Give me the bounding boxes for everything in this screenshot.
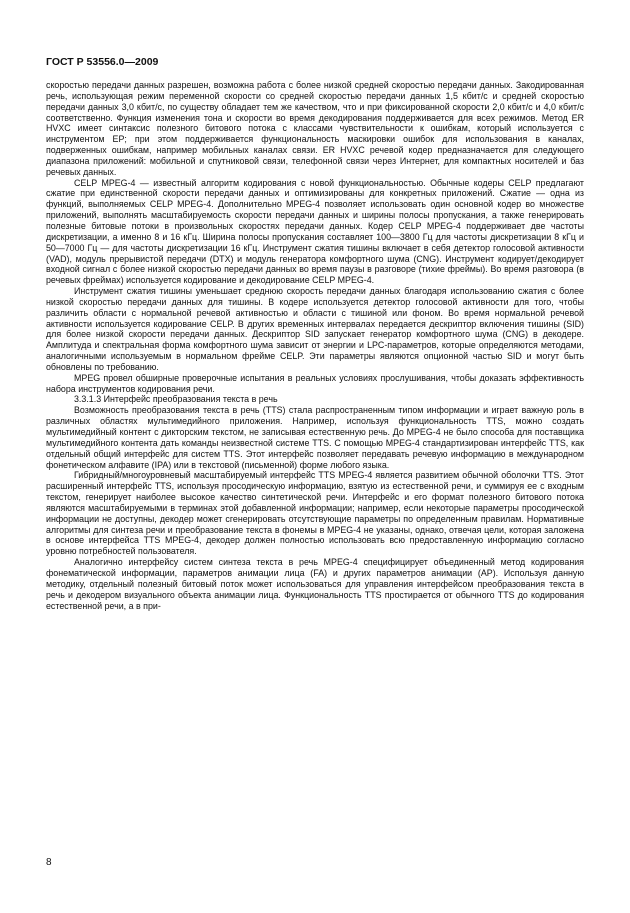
paragraph-hvxc-continued: скоростью передачи данных разрешен, возможна работа с более низкой средней скоростью передачи данных. Закодированная речь, использующая режим переменной скорости со средней скоростью передачи данных 1,5 кбит/с и средней скоростью передачи данных 3,0 кбит/с, по существу обладает тем же качеством, что и при фиксированной скорости 2,0 кбит/с и 4,0 кбит/с соответственно. Функция изменения тона и скорости во время декодирования поддерживается для всех режимов. Метод ER HVXC имеет синтаксис полезного битового потока с классами чувствительности к ошибкам, который используется с инструментом EP; при этом поддерживается функциональность маскировки ошибок для использования в каналах, подверженных ошибкам, например мобильных каналах связи. ER HVXC речевой кодер предназначается для следующего диапазона приложений: мобильной и спутниковой связи, телефонной связи через Интернет, для компактных носителей и баз речевых данных. (46, 80, 584, 177)
section-heading-tts: 3.3.1.3 Интерфейс преобразования текста в речь (74, 394, 278, 405)
paragraph-tts-intro: Возможность преобразования текста в речь (TTS) стала распространенным типом информации и играет важную роль в различных областях мультимедийного приложения. Например, используя функциональность TTS, можно создать мультимедийный контент с дикторским текстом, не записывая естественную речь. До MPEG-4 не было способа для поставщика мультимедийного контента дать команды неизвестной системе TTS. С помощью MPEG-4 стандартизирован интерфейс TTS, как отдельный общий интерфейс для систем TTS. Этот интерфейс позволяет передавать речевую информацию в международном фонетическом алфавите (IPA) или в текстовой (письменной) форме любого языка. (46, 405, 584, 470)
paragraph-verification-tests: MPEG провел обширные проверочные испытания в реальных условиях прослушивания, чтобы доказать эффективность набора инструментов кодирования речи. (46, 372, 584, 394)
paragraph-silence-compression: Инструмент сжатия тишины уменьшает среднюю скорость передачи данных благодаря использованию сжатия с более низкой скоростью передачи данных для тишины. В кодере используется детектор голосовой активности для того, чтобы различить области с нормальной речевой активностью и области с тишиной или фоном. Во время нормальной речевой активности используется кодирование CELP. В других временных интервалах передается дескриптор включения тишины (SID) для более низкой скорости передачи данных. Дескриптор SID запускает генератор комфортного шума (CNG) в декодере. Амплитуда и спектральная форма комфортного шума зависит от энергии и LPC-параметров, которые определяются методами, аналогичными используемым в нормальном фрейме CELP. Эти параметры являются опционной частью SID и могут быть обновлены по требованию. (46, 286, 584, 372)
paragraph-fa-ap-coding: Аналогично интерфейсу систем синтеза текста в речь MPEG-4 специфицирует объединенный метод кодирования фонематической информации, параметров анимации лица (FA) и других параметров анимации (AP). Используя данную методику, отдельный полезный битовый поток может использоваться для управления интерфейсом преобразования текста в речь и декодером визуального объекта анимации лица. Функциональность TTS простирается от обычного TTS до кодирования естественной речи, а в при- (46, 557, 584, 611)
body-text (46, 80, 584, 611)
paragraph-hybrid-tts: Гибридный/многоуровневый масштабируемый интерфейс TTS MPEG-4 является развитием обычной оболочки TTS. Этот расширенный интерфейс TTS, используя просодическую информацию, взятую из естественной речи, и суммируя ее с входным текстом, генерирует наиболее высокое качество синтетической речи. Интерфейс и его формат полезного битового потока являются масштабируемыми в терминах этой добавленной информации; например, если некоторые параметры просодической информации не доступны, декодер может сгенерировать отсутствующие параметры по определенным правилам. Нормативные алгоритмы для синтеза речи и преобразование текста в фонемы в MPEG-4 не указаны, однако, отвечая цели, которая заложена в основе интерфейса TTS MPEG-4, декодер должен полностью использовать всю предоставленную информацию согласно уровню потребностей пользователя. (46, 470, 584, 557)
page-number: 8 (46, 857, 52, 868)
standard-header: ГОСТ Р 53556.0—2009 (46, 56, 159, 68)
paragraph-celp: CELP MPEG-4 — известный алгоритм кодирования с новой функциональностью. Обычные кодеры CELP предлагают сжатие при единственной скорости передачи данных и оптимизированы для конкретных приложений. Сжатие — одна из функций, выполняемых CELP MPEG-4. Дополнительно MPEG-4 позволяет использовать один основной кодер во множестве приложений, выполнять масштабируемость скорости передачи данных и ширины полосы пропускания, а также генерировать полезные битовые потоки в произвольных скоростях передачи данных. Кодер CELP MPEG-4 поддерживает две частоты дискретизации, а именно 8 и 16 кГц. Ширина полосы пропускания составляет 100—3800 Гц для частоты дискретизации 8 кГц и 50—7000 Гц — для частоты дискретизации 16 кГц. Инструмент сжатия тишины включает в себя детектор голосовой активности (VAD), модуль прерывистой передачи (DTX) и модуль генератора комфортного шума (CNG). Инструмент кодирует/декодирует входной сигнал с более низкой скоростью передачи данных во время паузы в разговоре (тихие фреймы). Во время разговора (в речевых фреймах) используется кодирование и декодирование CELP MPEG-4. (46, 177, 584, 286)
